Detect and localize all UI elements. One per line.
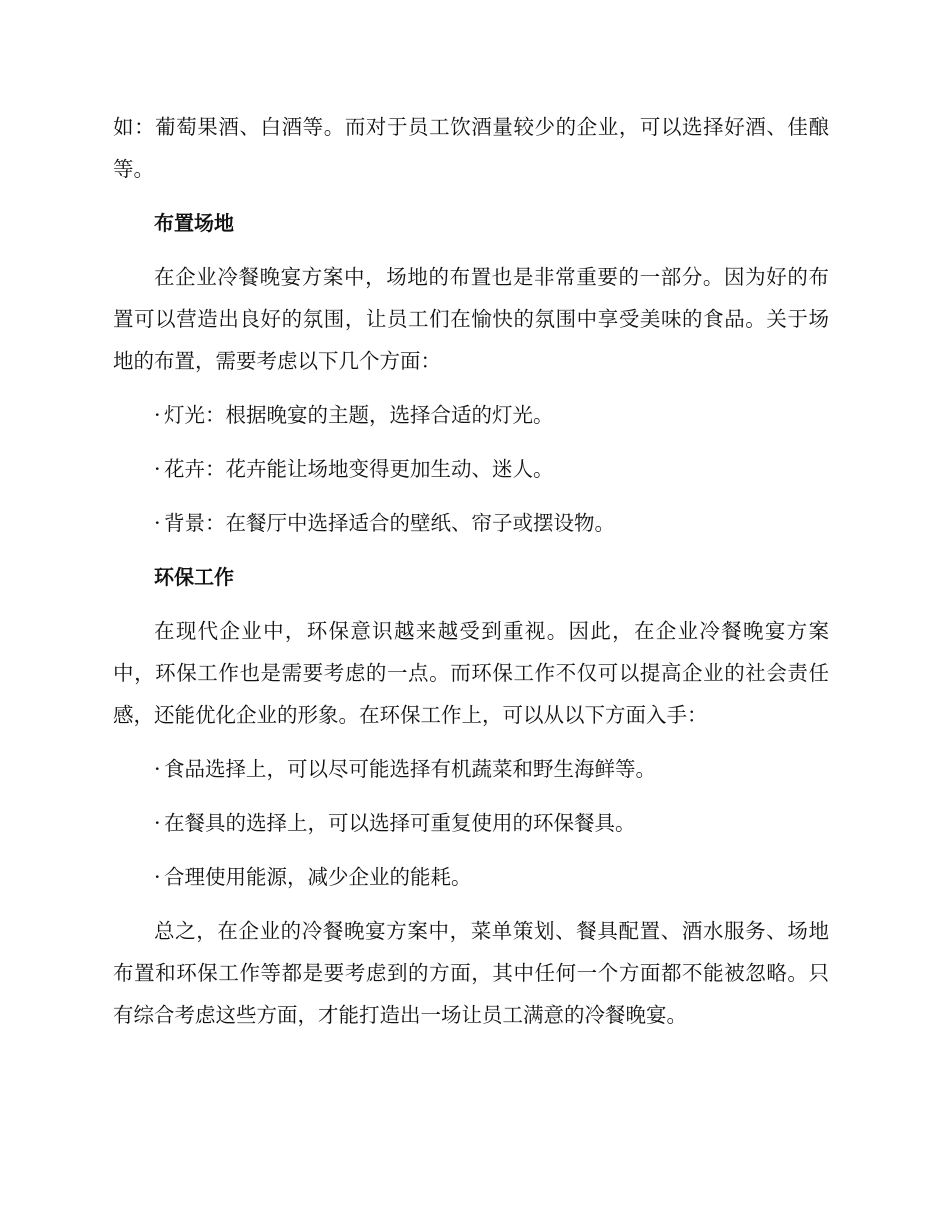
venue-bullet-background [113, 502, 829, 544]
eco-bullet-food [113, 748, 829, 790]
eco-paragraph: 在现代企业中，环保意识越来越受到重视。因此，在企业冷餐晚宴方案中，环保工作也是需要考虑的一点。而环保工作不仅可以提高企业的社会责任感，还能优化企业的形象。在环保工作上，可以从以下方面入手： [113, 619, 829, 727]
section-heading-venue: 布置场地 [154, 211, 234, 235]
bullet-dot-icon: · [154, 457, 161, 481]
bullet-text: 食品选择上，可以尽可能选择有机蔬菜和野生海鲜等。 [164, 757, 656, 781]
bullet-text: 背景：在餐厅中选择适合的壁纸、帘子或摆设物。 [164, 511, 615, 535]
bullet-text: 花卉：花卉能让场地变得更加生动、迷人。 [164, 457, 554, 481]
venue-bullet-flowers [113, 448, 829, 490]
intro-continuation-paragraph: 如：葡萄果酒、白酒等。而对于员工饮酒量较少的企业，可以选择好酒、佳酿等。 [113, 115, 829, 181]
eco-bullet-tableware [113, 802, 829, 844]
document-body [113, 106, 829, 1048]
section-heading-eco: 环保工作 [154, 565, 234, 589]
bullet-dot-icon: · [154, 865, 161, 889]
conclusion-paragraph: 总之，在企业的冷餐晚宴方案中，菜单策划、餐具配置、酒水服务、场地布置和环保工作等都是要考虑到的方面，其中任何一个方面都不能被忽略。只有综合考虑这些方面，才能打造出一场让员工满意的冷餐晚宴。 [113, 919, 829, 1027]
bullet-dot-icon: · [154, 511, 161, 535]
bullet-dot-icon: · [154, 757, 161, 781]
eco-bullet-energy [113, 856, 829, 898]
bullet-text: 灯光：根据晚宴的主题，选择合适的灯光。 [164, 403, 554, 427]
venue-bullet-lighting [113, 394, 829, 436]
bullet-text: 合理使用能源，减少企业的能耗。 [164, 865, 472, 889]
bullet-text: 在餐具的选择上，可以选择可重复使用的环保餐具。 [164, 811, 636, 835]
bullet-dot-icon: · [154, 403, 161, 427]
bullet-dot-icon: · [154, 811, 161, 835]
venue-paragraph: 在企业冷餐晚宴方案中，场地的布置也是非常重要的一部分。因为好的布置可以营造出良好的氛围，让员工们在愉快的氛围中享受美味的食品。关于场地的布置，需要考虑以下几个方面： [113, 265, 829, 373]
